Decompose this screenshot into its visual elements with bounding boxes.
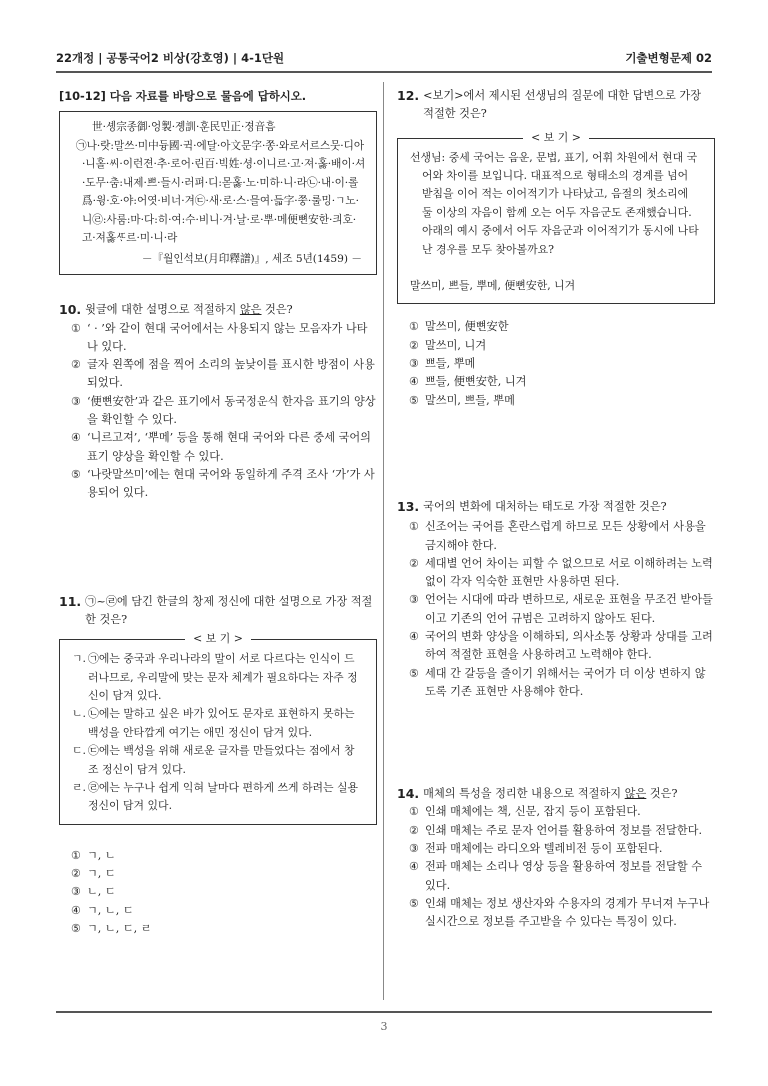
bogi-box (397, 130, 715, 305)
question-text: 국어의 변화에 대처하는 태도로 가장 적절한 것은? (423, 499, 667, 513)
left-column (59, 87, 377, 938)
question-number: 11. (59, 593, 82, 609)
option-text: 언어는 시대에 따라 변하므로, 새로운 표현을 무조건 받아들이고 기존의 언어 규범은 고려하지 않아도 된다. (425, 593, 713, 625)
option-text: 신조어는 국어를 혼란스럽게 하므로 모든 상황에서 사용을 금지해야 한다. (425, 520, 706, 552)
bogi-items (72, 650, 364, 816)
option-number: ③ (409, 593, 420, 607)
option-number: ④ (409, 375, 420, 389)
question-11 (59, 593, 377, 939)
option-number: ② (409, 823, 420, 837)
answer-option[interactable] (59, 865, 377, 883)
answer-option[interactable] (59, 356, 377, 393)
option-number: ③ (409, 357, 420, 371)
option-text: 글자 왼쪽에 점을 찍어 소리의 높낮이를 표시한 방점이 사용되었다. (87, 358, 375, 390)
answer-option[interactable] (397, 803, 715, 821)
option-number: ⑤ (71, 922, 82, 935)
answer-option[interactable] (59, 320, 377, 357)
answer-option[interactable] (397, 318, 715, 336)
option-text: 인쇄 매체에는 책, 신문, 잡지 등이 포함된다. (425, 805, 641, 819)
source-body: ㉠나·랏:말쓰·미中듕國·귁·에달·아文문字·쫑·와로서르스뭇·디아·니홀·씨·이런젼·추·로어·린百·빅姓·셩·이니르·고·져·홇·배이·셔·도무·춤:내제·쁘·들시·러펴·디:몯홇·노·미하·니·라㉡·내·이·롤爲·윙·호·야:어엿·비너·겨㉢·새·로·스·믈여·듧字·쭝·룰밍·ㄱ노·니㉣:사룸:마·다:히·여:수·비니·겨·날·로·뿌·메便뼌安한·킈호·고·져홇ᄯᆞ르·미·니·라 (76, 139, 366, 245)
answer-option[interactable] (397, 518, 715, 555)
question-14 (397, 785, 715, 931)
answer-option[interactable] (59, 429, 377, 466)
header-exam-title: 기출변형문제 02 (625, 51, 712, 65)
option-text: 쁘들, 뿌메 (425, 357, 476, 371)
option-number: ⑤ (71, 467, 82, 481)
answer-option[interactable] (397, 840, 715, 858)
bogi-item-text: ㉣에는 누구나 쉽게 익혀 날마다 편하게 쓰게 하려는 실용 정신이 담겨 있다. (88, 781, 359, 813)
option-number: ④ (409, 630, 420, 643)
option-number: ④ (71, 431, 82, 445)
bogi-item-label: ㄹ. (72, 781, 86, 794)
answer-option[interactable] (59, 902, 377, 920)
option-number: ⑤ (409, 896, 420, 910)
bogi-item-text: ㉢에는 백성을 위해 새로운 글자를 만들었다는 점에서 창조 정신이 담겨 있다. (88, 744, 355, 776)
option-number: ③ (409, 842, 420, 856)
option-number: ④ (409, 860, 420, 874)
option-text: 세대별 언어 차이는 피할 수 없으므로 서로 이해하려는 노력 없이 각자 익숙한 표현만 사용하면 된다. (425, 556, 713, 589)
bogi-examples: 말쓰미, 쁘들, 뿌메, 便뼌安한, 니겨 (410, 279, 576, 293)
option-number: ③ (71, 394, 82, 408)
option-text: ‘니르고져’, ‘뿌메’ 등을 통해 현대 국어와 다른 중세 국어의 표기 양상을 확인할 수 있다. (87, 431, 371, 463)
page-header (56, 50, 712, 72)
bogi-title: < 보 기 > (523, 131, 589, 144)
answer-option[interactable] (397, 355, 715, 373)
source-citation: －『월인석보(月印釋譜)』, 세조 5년(1459) － (141, 252, 362, 265)
option-number: ② (71, 867, 82, 881)
option-list (397, 318, 715, 409)
option-text: 말쓰미, 便뼌安한 (425, 320, 509, 334)
source-passage-box (59, 111, 377, 275)
option-number: ① (409, 320, 420, 334)
source-title: 世·솅宗종御·엉製·졩訓·훈民민正·졍音흠 (92, 121, 276, 134)
option-text: ㄱ, ㄷ (87, 867, 116, 881)
question-text: 윗글에 대한 설명으로 적절하지 않은 것은? (85, 303, 293, 317)
option-number: ② (409, 556, 420, 570)
question-number: 14. (397, 786, 420, 802)
bogi-item (72, 650, 364, 705)
answer-option[interactable] (397, 895, 715, 932)
bogi-item (72, 779, 364, 816)
option-text: ㄴ, ㄷ (87, 885, 116, 899)
option-number: ① (409, 805, 420, 819)
bogi-box (59, 632, 377, 825)
question-number: 10. (59, 302, 82, 318)
option-text: 쁘들, 便뼌安한, 니겨 (425, 375, 527, 389)
question-10 (59, 301, 377, 502)
option-list (397, 518, 715, 701)
answer-option[interactable] (397, 665, 715, 702)
bogi-item (72, 742, 364, 779)
header-course-info: 22개정 | 공통국어2 비상(강호영) | 4-1단원 (56, 51, 285, 65)
option-number: ③ (71, 885, 82, 899)
option-list (59, 320, 377, 503)
answer-option[interactable] (397, 337, 715, 355)
option-text: 말쓰미, 쁘들, 뿌메 (425, 393, 515, 407)
option-text: 말쓰미, 니겨 (425, 338, 487, 352)
header-rule (56, 71, 712, 73)
option-number: ⑤ (409, 393, 420, 407)
bogi-item (72, 705, 364, 742)
option-number: ⑤ (409, 666, 420, 680)
option-text: ㄱ, ㄴ, ㄷ, ㄹ (87, 922, 152, 935)
bogi-item-label: ㄷ. (72, 744, 86, 758)
option-text: ‘便뼌安한’과 같은 표기에서 동국정운식 한자음 표기의 양상을 확인할 수 있다. (87, 394, 376, 427)
option-text: 전파 매체에는 라디오와 텔레비전 등이 포함된다. (425, 842, 663, 856)
option-text: ㄱ, ㄴ, ㄷ (87, 903, 134, 917)
bogi-item-label: ㄱ. (72, 652, 86, 666)
question-13 (397, 498, 715, 701)
option-number: ① (409, 520, 420, 534)
bogi-title: < 보 기 > (185, 632, 251, 645)
option-number: ② (71, 358, 82, 372)
bogi-item-label: ㄴ. (72, 707, 86, 721)
answer-option[interactable] (397, 392, 715, 410)
footer-rule (56, 1011, 712, 1013)
question-text: <보기>에서 제시된 선생님의 질문에 대한 답변으로 가장 적절한 것은? (423, 89, 701, 121)
answer-option[interactable] (397, 628, 715, 665)
option-text: 세대 간 갈등을 줄이기 위해서는 국어가 더 이상 변하지 않도록 기존 표현만 사용해야 한다. (425, 666, 706, 698)
answer-option[interactable] (397, 555, 715, 592)
option-text: ‘ · ’와 같이 현대 국어에서는 사용되지 않는 모음자가 나타나 있다. (87, 321, 368, 353)
emphasis-underline: 않은 (624, 787, 647, 801)
question-number: 12. (397, 88, 420, 103)
bogi-teacher-question: 선생님: 중세 국어는 음운, 문법, 표기, 어휘 차원에서 현대 국어와 차이를 보입니다. 대표적으로 형태소의 경계를 넘어 받침을 이어 적는 이어적기가 나타났고, 음절의 첫소리에 둘 이상의 자음이 함께 오는 어두 자음군도 존재했습니다. 아래의 예시 중에서 어두 자음군과 이어적기가 동시에 나타난 경우를 모두 찾아볼까요? (410, 150, 699, 256)
question-number: 13. (397, 498, 420, 514)
answer-option[interactable] (397, 591, 715, 628)
option-text: ‘나랏말쓰미’에는 현대 국어와 동일하게 주격 조사 ‘가’가 사용되어 있다. (87, 467, 375, 500)
answer-option[interactable] (59, 466, 377, 503)
option-text: 인쇄 매체는 주로 문자 언어를 활용하여 정보를 전달한다. (425, 823, 703, 837)
option-text: ㄱ, ㄴ (87, 848, 116, 862)
emphasis-underline: 않은 (239, 303, 262, 317)
option-list (397, 803, 715, 931)
option-text: 인쇄 매체는 정보 생산자와 수용자의 경계가 무너져 누구나 실시간으로 정보를 주고받을 수 있다는 특징이 있다. (425, 896, 710, 929)
passage-intro: [10-12] 다음 자료를 바탕으로 물음에 답하시오. (59, 89, 307, 103)
answer-option[interactable] (59, 920, 377, 938)
question-12 (397, 87, 715, 410)
column-divider (383, 82, 384, 1000)
option-text: 국어의 변화 양상을 이해하되, 의사소통 상황과 상대를 고려하여 적절한 표현을 사용하려고 노력해야 한다. (425, 630, 713, 662)
option-number: ① (71, 321, 82, 335)
option-number: ① (71, 848, 82, 862)
option-number: ② (409, 338, 420, 352)
bogi-item-text: ㉠에는 중국과 우리나라의 말이 서로 다르다는 인식이 드러나므로, 우리말에 맞는 문자 체계가 필요하다는 자주 정신이 담겨 있다. (88, 652, 358, 702)
bogi-item-text: ㉡에는 말하고 싶은 바가 있어도 문자로 표현하지 못하는 백성을 안타깝게 여기는 애민 정신이 담겨 있다. (88, 707, 355, 739)
answer-option[interactable] (397, 822, 715, 840)
question-text: 매체의 특성을 정리한 내용으로 적절하지 않은 것은? (423, 787, 678, 801)
right-column (397, 87, 715, 932)
option-list (59, 847, 377, 938)
answer-option[interactable] (59, 847, 377, 865)
answer-option[interactable] (59, 393, 377, 430)
option-text: 전파 매체는 소리나 영상 등을 활용하여 정보를 전달할 수 있다. (425, 860, 703, 892)
answer-option[interactable] (59, 883, 377, 901)
answer-option[interactable] (397, 858, 715, 895)
page-number: 3 (380, 1020, 388, 1033)
answer-option[interactable] (397, 373, 715, 391)
question-text: ㉠~㉣에 담긴 한글의 창제 정신에 대한 설명으로 가장 적절한 것은? (85, 594, 373, 626)
option-number: ④ (71, 903, 82, 917)
